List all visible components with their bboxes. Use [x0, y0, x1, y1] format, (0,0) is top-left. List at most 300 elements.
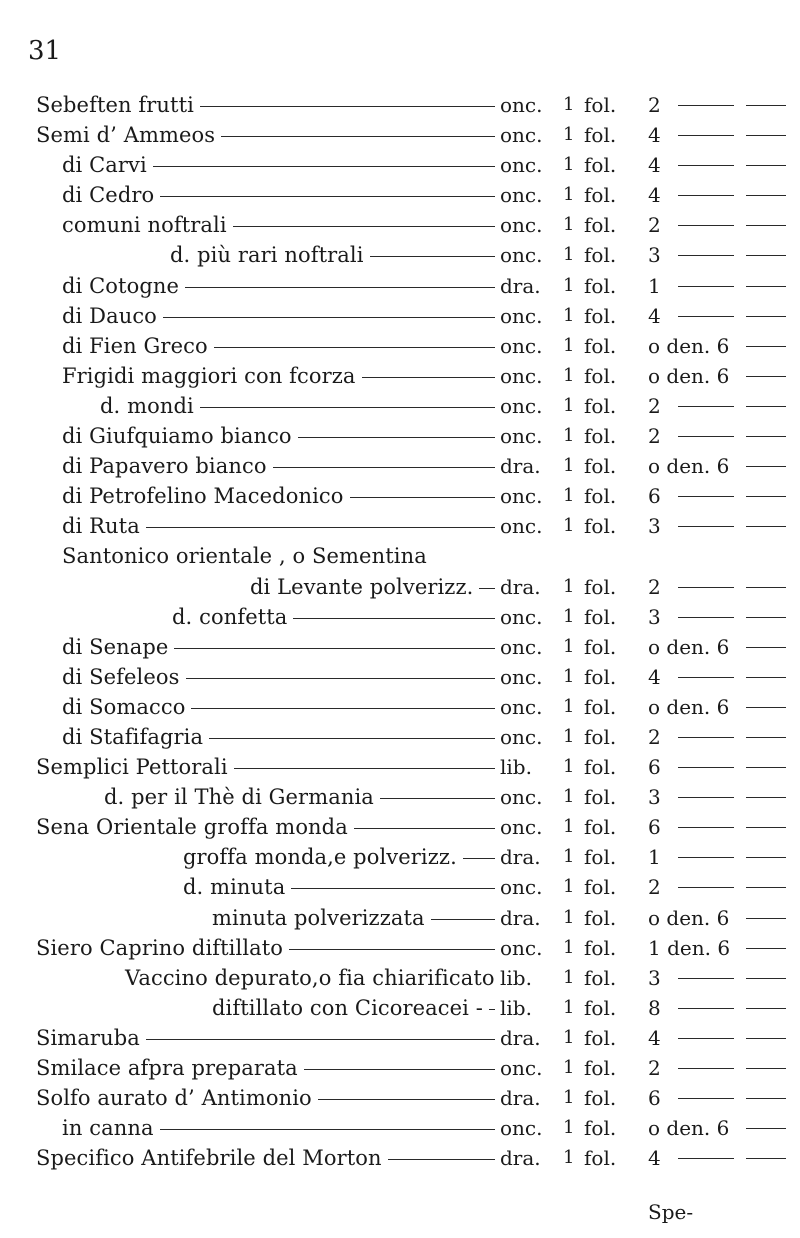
item-name: di Papavero bianco — [62, 454, 267, 479]
item-name: Smilace afpra preparata — [36, 1056, 298, 1080]
list-item — [0, 481, 800, 511]
price-amount: o den. 6 — [648, 333, 730, 358]
list-item — [0, 993, 800, 1023]
list-item — [0, 331, 800, 361]
column-rule — [746, 797, 786, 798]
column-rule — [746, 857, 786, 858]
unit-label: onc. — [500, 1056, 543, 1080]
quantity: 1 — [563, 786, 575, 808]
list-item — [0, 782, 800, 812]
list-item — [0, 692, 800, 722]
currency-label: fol. — [584, 574, 617, 599]
column-rule — [746, 1128, 786, 1129]
quantity: 1 — [563, 334, 575, 356]
item-name: Vaccino depurato,o fia chiarificato — [125, 965, 495, 990]
price-rule — [678, 767, 734, 768]
leader-line — [289, 949, 495, 950]
price-amount: 1 — [648, 273, 661, 298]
leader-line — [191, 708, 495, 709]
price-amount: o den. 6 — [648, 454, 730, 479]
currency-label: fol. — [584, 815, 617, 840]
quantity: 1 — [563, 304, 575, 326]
list-item — [0, 421, 800, 451]
price-amount: 2 — [648, 93, 661, 117]
quantity: 1 — [563, 244, 575, 266]
leader-line — [362, 377, 495, 378]
column-rule — [746, 737, 786, 738]
unit-label: onc. — [500, 514, 543, 539]
item-name: Sebeften frutti — [36, 93, 194, 117]
quantity: 1 — [563, 816, 575, 838]
entry-label — [62, 541, 640, 571]
column-rule — [746, 918, 786, 919]
item-name: di Sefeleos — [62, 664, 180, 689]
unit-label: lib. — [500, 965, 532, 990]
quantity: 1 — [563, 966, 575, 988]
price-amount: 6 — [648, 484, 661, 509]
quantity: 1 — [563, 455, 575, 477]
price-amount: 2 — [648, 424, 661, 449]
entry-label — [62, 301, 495, 331]
currency-label: fol. — [584, 123, 617, 148]
unit-label: onc. — [500, 213, 543, 238]
currency-label: fol. — [584, 303, 617, 328]
currency-label: fol. — [584, 183, 617, 208]
unit-label: onc. — [500, 785, 543, 810]
price-amount: 4 — [648, 664, 661, 689]
price-amount: 2 — [648, 213, 661, 238]
entry-label — [62, 692, 495, 722]
item-name: di Cotogne — [62, 273, 180, 298]
entry-label — [62, 1113, 495, 1143]
unit-label: onc. — [500, 875, 543, 900]
currency-label: fol. — [584, 243, 617, 268]
column-rule — [746, 617, 786, 618]
leader-line — [463, 858, 495, 859]
quantity: 1 — [563, 906, 575, 928]
list-item — [0, 903, 800, 933]
item-name: di Cedro — [62, 183, 155, 208]
item-name: di Carvi — [62, 153, 147, 178]
unit-label: onc. — [500, 694, 543, 719]
item-name: di Ruta — [62, 514, 140, 539]
price-amount: 8 — [648, 995, 661, 1020]
price-amount: o den. 6 — [648, 634, 730, 659]
item-name: di Stafifagria — [62, 724, 204, 749]
list-item — [0, 541, 800, 571]
currency-label: fol. — [584, 875, 617, 900]
entry-label — [36, 752, 495, 782]
item-name: comuni noftrali — [62, 213, 227, 238]
price-amount: 1 den. 6 — [648, 935, 731, 960]
currency-label: fol. — [584, 905, 617, 930]
leader-line — [370, 256, 495, 257]
list-item — [0, 812, 800, 842]
entry-label — [172, 602, 495, 632]
leader-line — [380, 798, 495, 799]
list-item — [0, 451, 800, 481]
price-amount: o den. 6 — [648, 1116, 730, 1141]
leader-line — [273, 467, 495, 468]
leader-line — [174, 648, 495, 649]
quantity: 1 — [563, 425, 575, 447]
quantity: 1 — [563, 725, 575, 747]
item-name: Sena Orientale groffa monda — [36, 815, 348, 840]
item-name: d. più rari noftrali — [170, 243, 364, 268]
list-item — [0, 120, 800, 150]
leader-line — [146, 1039, 495, 1040]
leader-line — [160, 196, 495, 197]
unit-label: onc. — [500, 93, 543, 117]
list-item — [0, 210, 800, 240]
column-rule — [746, 316, 786, 317]
entry-label — [62, 662, 495, 692]
entry-label — [36, 120, 495, 150]
entry-label — [183, 872, 495, 902]
unit-label: onc. — [500, 363, 543, 388]
leader-line — [293, 618, 495, 619]
price-amount: 1 — [648, 845, 661, 870]
price-rule — [678, 797, 734, 798]
currency-label: fol. — [584, 755, 617, 780]
price-rule — [678, 587, 734, 588]
entry-label — [183, 842, 495, 872]
item-name: diftillato con Cicoreacei - — [212, 995, 483, 1020]
entry-label — [36, 812, 495, 842]
unit-label: onc. — [500, 604, 543, 629]
item-name: Siero Caprino diftillato — [36, 935, 284, 960]
currency-label: fol. — [584, 1086, 617, 1111]
column-rule — [746, 978, 786, 979]
list-item — [0, 752, 800, 782]
item-name: d. mondi — [100, 393, 194, 418]
column-rule — [746, 105, 786, 106]
currency-label: fol. — [584, 935, 617, 960]
entry-label — [36, 933, 495, 963]
unit-label: lib. — [500, 995, 532, 1020]
price-amount: 4 — [648, 123, 661, 148]
entry-label — [104, 782, 495, 812]
currency-label: fol. — [584, 153, 617, 178]
list-item — [0, 1023, 800, 1053]
price-rule — [678, 105, 734, 106]
item-name: di Giufquiamo bianco — [62, 424, 292, 449]
unit-label: onc. — [500, 664, 543, 689]
price-rule — [678, 827, 734, 828]
price-amount: 4 — [648, 1146, 661, 1171]
list-item — [0, 963, 800, 993]
price-amount: 6 — [648, 815, 661, 840]
list-item — [0, 662, 800, 692]
item-name: Santonico orientale , o Sementina — [62, 544, 427, 569]
page-number: 31 — [28, 36, 62, 66]
price-amount: 2 — [648, 724, 661, 749]
price-amount: 3 — [648, 965, 661, 990]
currency-label: fol. — [584, 604, 617, 629]
leader-line — [388, 1159, 495, 1160]
column-rule — [746, 647, 786, 648]
entry-label — [62, 421, 495, 451]
column-rule — [746, 587, 786, 588]
column-rule — [746, 1038, 786, 1039]
item-name: d. confetta — [172, 604, 288, 629]
column-rule — [746, 948, 786, 949]
currency-label: fol. — [584, 93, 617, 117]
leader-line — [214, 347, 495, 348]
item-name: groffa monda,e polverizz. — [183, 845, 457, 870]
entry-label — [62, 481, 495, 511]
quantity: 1 — [563, 665, 575, 687]
unit-label: dra. — [500, 905, 541, 930]
quantity: 1 — [563, 154, 575, 176]
price-amount: 3 — [648, 243, 661, 268]
quantity: 1 — [563, 1147, 575, 1169]
currency-label: fol. — [584, 1025, 617, 1050]
price-amount: o den. 6 — [648, 905, 730, 930]
unit-label: onc. — [500, 153, 543, 178]
quantity: 1 — [563, 575, 575, 597]
entry-label — [62, 632, 495, 662]
currency-label: fol. — [584, 634, 617, 659]
price-rule — [678, 286, 734, 287]
column-rule — [746, 1068, 786, 1069]
quantity: 1 — [563, 214, 575, 236]
leader-line — [186, 678, 495, 679]
column-rule — [746, 165, 786, 166]
price-rule — [678, 316, 734, 317]
entry-label — [62, 180, 495, 210]
item-name: Solfo aurato d’ Antimonio — [36, 1086, 312, 1111]
item-name: Semplici Pettorali — [36, 755, 228, 780]
price-rule — [678, 1158, 734, 1159]
leader-line — [200, 106, 495, 107]
price-amount: 2 — [648, 875, 661, 900]
list-item — [0, 872, 800, 902]
currency-label: fol. — [584, 393, 617, 418]
currency-label: fol. — [584, 514, 617, 539]
item-name: di Somacco — [62, 694, 186, 719]
list-item — [0, 391, 800, 421]
entry-label — [36, 1023, 495, 1053]
price-amount: 4 — [648, 303, 661, 328]
leader-line — [350, 497, 496, 498]
price-amount: 2 — [648, 1056, 661, 1080]
unit-label: onc. — [500, 424, 543, 449]
leader-line — [318, 1099, 495, 1100]
currency-label: fol. — [584, 454, 617, 479]
price-rule — [678, 978, 734, 979]
unit-label: onc. — [500, 123, 543, 148]
quantity: 1 — [563, 274, 575, 296]
list-item — [0, 1113, 800, 1143]
column-rule — [746, 225, 786, 226]
price-amount: 4 — [648, 153, 661, 178]
entry-label — [100, 391, 495, 421]
entry-label — [62, 511, 495, 541]
unit-label: onc. — [500, 484, 543, 509]
currency-label: fol. — [584, 694, 617, 719]
currency-label: fol. — [584, 845, 617, 870]
currency-label: fol. — [584, 785, 617, 810]
unit-label: onc. — [500, 393, 543, 418]
price-amount: o den. 6 — [648, 363, 730, 388]
leader-line — [221, 136, 495, 137]
leader-line — [185, 287, 495, 288]
unit-label: dra. — [500, 454, 541, 479]
column-rule — [746, 1098, 786, 1099]
leader-line — [153, 166, 495, 167]
column-rule — [746, 286, 786, 287]
entry-label — [62, 451, 495, 481]
quantity: 1 — [563, 605, 575, 627]
currency-label: fol. — [584, 484, 617, 509]
price-amount: 6 — [648, 755, 661, 780]
catchword: Spe- — [648, 1200, 694, 1224]
entry-label — [62, 150, 495, 180]
quantity: 1 — [563, 124, 575, 146]
quantity: 1 — [563, 1117, 575, 1139]
column-rule — [746, 195, 786, 196]
entry-label — [250, 572, 495, 602]
price-amount: 2 — [648, 574, 661, 599]
currency-label: fol. — [584, 724, 617, 749]
leader-line — [160, 1129, 495, 1130]
entry-label — [36, 1083, 495, 1113]
quantity: 1 — [563, 1057, 575, 1078]
column-rule — [746, 436, 786, 437]
column-rule — [746, 1008, 786, 1009]
price-amount: o den. 6 — [648, 694, 730, 719]
quantity: 1 — [563, 184, 575, 206]
entry-label — [125, 963, 495, 993]
unit-label: onc. — [500, 935, 543, 960]
list-item — [0, 1083, 800, 1113]
column-rule — [746, 496, 786, 497]
list-item — [0, 301, 800, 331]
entry-label — [62, 210, 495, 240]
entry-label — [36, 1143, 495, 1173]
entry-label — [62, 722, 495, 752]
currency-label: fol. — [584, 1146, 617, 1171]
unit-label: lib. — [500, 755, 532, 780]
leader-line — [291, 888, 495, 889]
quantity: 1 — [563, 515, 575, 537]
list-item — [0, 632, 800, 662]
column-rule — [746, 526, 786, 527]
unit-label: onc. — [500, 303, 543, 328]
price-amount: 3 — [648, 514, 661, 539]
item-name: Specifico Antifebrile del Morton — [36, 1146, 382, 1171]
unit-label: dra. — [500, 845, 541, 870]
quantity: 1 — [563, 635, 575, 657]
price-rule — [678, 737, 734, 738]
unit-label: dra. — [500, 574, 541, 599]
currency-label: fol. — [584, 995, 617, 1020]
list-item — [0, 933, 800, 963]
currency-label: fol. — [584, 273, 617, 298]
price-rule — [678, 255, 734, 256]
unit-label: dra. — [500, 1086, 541, 1111]
price-rule — [678, 1038, 734, 1039]
list-item — [0, 602, 800, 632]
quantity: 1 — [563, 695, 575, 717]
item-name: di Levante polverizz. — [250, 574, 474, 599]
entry-label — [212, 993, 495, 1023]
entry-label — [62, 361, 495, 391]
price-amount: 6 — [648, 1086, 661, 1111]
column-rule — [746, 135, 786, 136]
list-item — [0, 511, 800, 541]
column-rule — [746, 887, 786, 888]
currency-label: fol. — [584, 1116, 617, 1141]
price-list — [0, 90, 800, 1173]
list-item — [0, 722, 800, 752]
quantity: 1 — [563, 94, 575, 115]
currency-label: fol. — [584, 1056, 617, 1080]
item-name: di Dauco — [62, 303, 157, 328]
price-amount: 4 — [648, 1025, 661, 1050]
currency-label: fol. — [584, 213, 617, 238]
entry-label — [62, 331, 495, 361]
quantity: 1 — [563, 1026, 575, 1048]
list-item — [0, 180, 800, 210]
column-rule — [746, 376, 786, 377]
column-rule — [746, 677, 786, 678]
list-item — [0, 842, 800, 872]
price-amount: 2 — [648, 393, 661, 418]
price-rule — [678, 436, 734, 437]
list-item — [0, 150, 800, 180]
price-rule — [678, 406, 734, 407]
unit-label: onc. — [500, 243, 543, 268]
list-item — [0, 240, 800, 270]
leader-line — [200, 407, 495, 408]
price-rule — [678, 677, 734, 678]
leader-line — [233, 226, 495, 227]
list-item — [0, 361, 800, 391]
entry-label — [212, 903, 495, 933]
item-name: di Senape — [62, 634, 169, 659]
quantity: 1 — [563, 1087, 575, 1109]
column-rule — [746, 707, 786, 708]
currency-label: fol. — [584, 333, 617, 358]
item-name: Simaruba — [36, 1025, 140, 1050]
quantity: 1 — [563, 485, 575, 507]
item-name: di Petrofelino Macedonico — [62, 484, 344, 509]
column-rule — [746, 1158, 786, 1159]
price-rule — [678, 1008, 734, 1009]
leader-line — [479, 588, 495, 589]
leader-line — [298, 437, 495, 438]
leader-line — [234, 768, 495, 769]
item-name: minuta polverizzata — [212, 905, 425, 930]
leader-line — [146, 527, 495, 528]
price-rule — [678, 195, 734, 196]
unit-label: onc. — [500, 815, 543, 840]
column-rule — [746, 466, 786, 467]
unit-label: onc. — [500, 634, 543, 659]
currency-label: fol. — [584, 363, 617, 388]
quantity: 1 — [563, 756, 575, 778]
currency-label: fol. — [584, 664, 617, 689]
price-amount: 4 — [648, 183, 661, 208]
price-rule — [678, 857, 734, 858]
price-rule — [678, 225, 734, 226]
item-name: di Fien Greco — [62, 333, 208, 358]
quantity: 1 — [563, 936, 575, 958]
column-rule — [746, 406, 786, 407]
leader-line — [209, 738, 495, 739]
